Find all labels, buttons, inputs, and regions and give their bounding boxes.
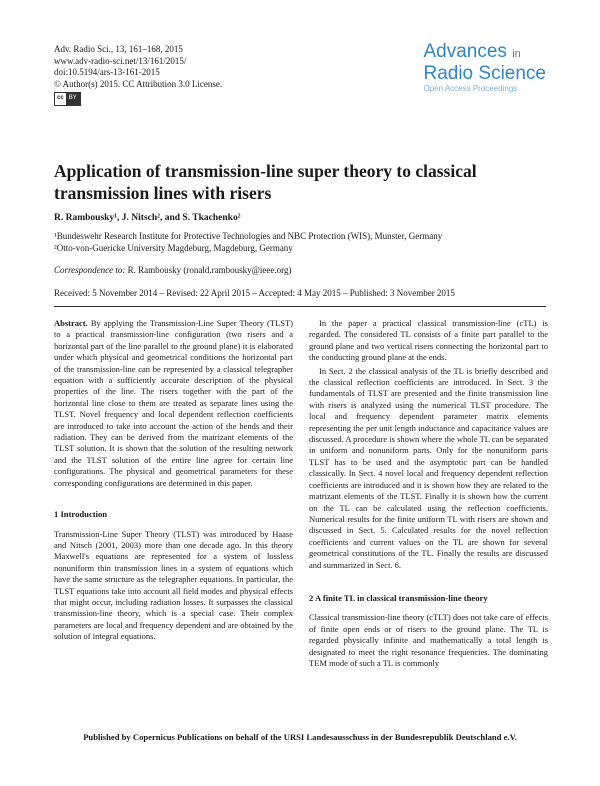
authors: R. Rambousky¹, J. Nitsch², and S. Tkachenko² (54, 213, 241, 223)
correspondence (54, 265, 292, 275)
journal-logo (423, 42, 546, 94)
journal-word-in: in (512, 48, 521, 60)
doi[interactable]: doi:10.5194/ars-13-161-2015 (54, 67, 160, 77)
paper-title: Application of transmission-line super theory to classical transmission lines with risers (54, 161, 477, 203)
divider (54, 306, 546, 307)
cc-license-icon[interactable]: cc BY (54, 92, 81, 106)
right-column (309, 318, 548, 669)
abstract (54, 318, 293, 489)
copyright: © Author(s) 2015. CC Attribution 3.0 License. (54, 78, 223, 89)
abstract-heading: Abstract. (54, 318, 88, 328)
correspondence-contact[interactable]: R. Rambousky (ronald.rambousky@ieee.org) (127, 265, 292, 275)
abstract-text: By applying the Transmission-Line Super Theory (TLST) to a practical transmission-line configuration (two risers and a horizontal part of the line parallel to the ground plane) it is elaborated under which physical and geometrical conditions the horizontal part of the transmission-line can be represented by a classical telegrapher equation with a sufficiently accurate description of the physical properties of the line. The risers together with the part of the horizontal line close to them are treated as separate lines using the TLST. Novel frequency and local dependent reflection coefficients are introduced to take into account the action of the bends and their radiation. They can be derived from the matrizant elements of the TLST solution. It is shown that the solution of the resulting network and the TLST solution of the entire line agree for certain line configurations. The physical and geometrical parameters for these corresponding configurations are determined in this paper. (54, 318, 294, 488)
citation-block (54, 44, 222, 106)
journal-subtitle: Open Access Proceedings (423, 84, 518, 93)
section-1-text: Transmission-Line Super Theory (TLST) was introduced by Haase and Nitsch (2001, 2003) more than one decade ago. In this theory Maxwell's equations are represented for a system of lossless nonuniform thin transmission lines in a system of equations which have the same structure as the telegrapher equations. In particular, the TLST equations take into account all field modes and physical effects that might occur, including radiation losses. It surpasses the classical transmission-line theory, which is a special case. Their complex parameters are local and frequency dependent and are obtained by the solution of integral equations. (54, 528, 293, 642)
intro-paragraph-3: In Sect. 2 the classical analysis of the TL is briefly described and the classical reflection coefficients are introduced. In Sect. 3 the fundamentals of TLST are presented and the finite transmission line with risers is analyzed using the numerical TLST procedure. The local and frequency dependent parameter matrix elements representing the per unit length inductance and capacitance values are discussed. A procedure is shown where the whole TL can be separated in uniform and nonuniform parts. Only for the nonuniform parts TLST has to be used and the asymptotic part can be handled classically. In Sect. 4 novel local and frequency dependent reflection coefficients are introduced and it is shown how they are related to the matrizant elements of the TLST. Finally it is shown how the current on the TL can be calculated using the reflection coefficients. Numerical results for the finite uniform TL with risers are shown and discussed in Sect. 5. Calculated results for the novel reflection coefficients and current values on the TL are shown for several geometrical constitutions of the TL. Finally the results are discussed and summarized in Sect. 6. (309, 365, 548, 570)
section-1-heading: 1 Introduction (54, 509, 108, 520)
intro-paragraph-2: In the paper a practical classical transmission-line (cTL) is regarded. The considered TL consists of a finite part parallel to the ground plane and two vertical risers connecting the horizontal part to the conducting ground plane at the ends. (309, 318, 548, 363)
affiliation-2: ²Otto-von-Guericke University Magdeburg, Magdeburg, Germany (54, 242, 293, 253)
publication-dates: Received: 5 November 2014 – Revised: 22 April 2015 – Accepted: 4 May 2015 – Published: 3 November 2015 (54, 288, 455, 298)
correspondence-label: Correspondence to: (54, 265, 126, 275)
publisher-footer: Published by Copernicus Publications on behalf of the URSI Landesausschuss in der Bundesrepublik Deutschland e.V. (83, 732, 517, 742)
citation: Adv. Radio Sci., 13, 161–168, 2015 (54, 44, 183, 54)
affiliations (54, 231, 442, 254)
article-url[interactable]: www.adv-radio-sci.net/13/161/2015/ (54, 55, 187, 66)
left-column (54, 318, 293, 643)
journal-word-advances: Advances (423, 41, 507, 62)
section-2-text: Classical transmission-line theory (cTLT) does not take care of effects of finite open ends or of risers to the ground plane. The TL is regarded physically infinite and mathematically a total length is designated to meet the right resonance frequencies. The dominating TEM mode of such a TL is commonly (309, 612, 548, 668)
journal-name: Radio Science (423, 63, 546, 84)
affiliation-1: ¹Bundeswehr Research Institute for Protective Technologies and NBC Protection (WIS), Munster, Germany (54, 231, 443, 241)
section-2-heading: 2 A finite TL in classical transmission-line theory (309, 592, 488, 603)
